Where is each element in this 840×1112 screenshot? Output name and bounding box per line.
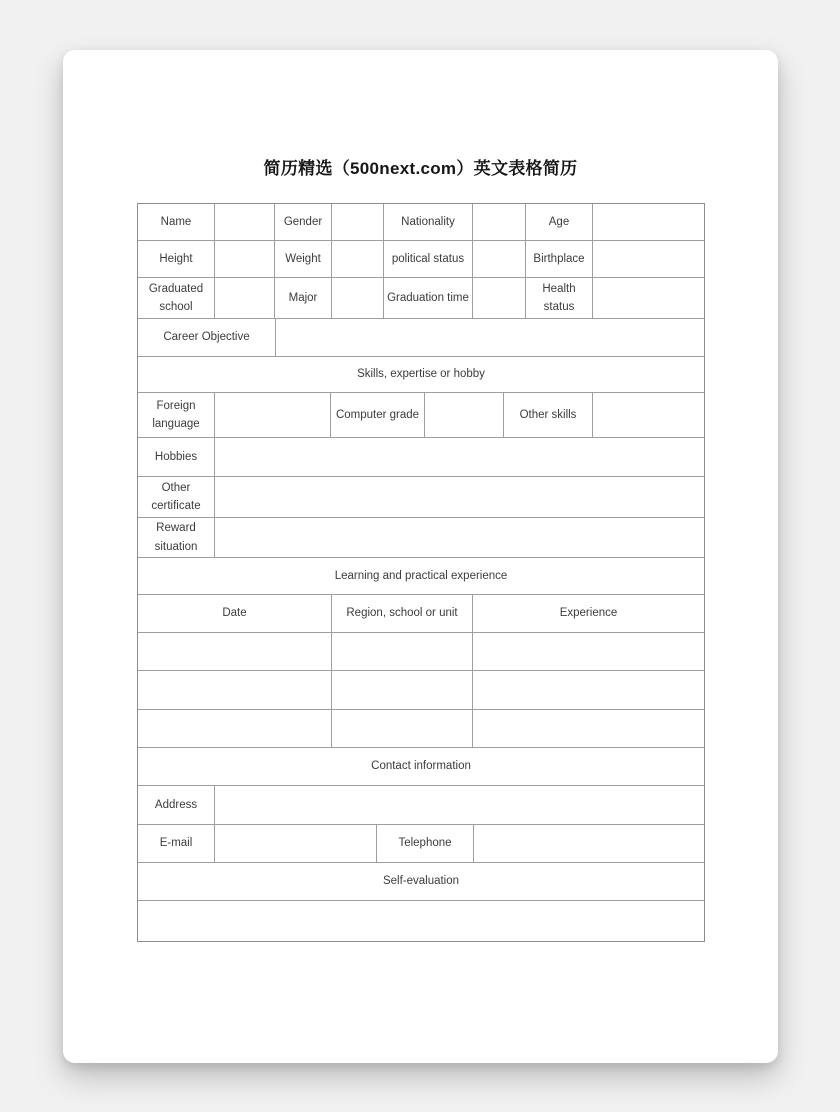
blank-cell	[215, 786, 704, 824]
cell-career-objective: Career Objective	[138, 319, 276, 356]
blank-cell	[332, 278, 384, 318]
table-row-hobbies	[138, 438, 704, 477]
cell-date: Date	[138, 595, 332, 632]
cell-name: Name	[138, 204, 215, 240]
table-row-experience-entry-3	[138, 710, 704, 748]
cell-computer-grade: Computer grade	[331, 393, 425, 437]
blank-cell	[215, 393, 331, 437]
blank-cell	[332, 204, 384, 240]
cell-region-school-or-unit: Region, school or unit	[332, 595, 473, 632]
table-row-basic-info-1	[138, 204, 704, 241]
blank-cell	[215, 518, 704, 557]
table-row-email-telephone	[138, 825, 704, 863]
cell-foreign-language: Foreign language	[138, 393, 215, 437]
cell-other-certificate: Other certificate	[138, 477, 215, 517]
cell-other-skills: Other skills	[504, 393, 593, 437]
cell-gender: Gender	[275, 204, 332, 240]
blank-cell	[593, 393, 704, 437]
blank-cell	[593, 241, 704, 277]
table-row-experience-section-header	[138, 558, 704, 595]
table-row-career-objective	[138, 319, 704, 357]
cell-height: Height	[138, 241, 215, 277]
table-row-basic-info-3	[138, 278, 704, 319]
blank-cell	[215, 204, 275, 240]
blank-cell	[473, 671, 704, 709]
cell-nationality: Nationality	[384, 204, 473, 240]
blank-cell	[474, 825, 704, 862]
document-page	[63, 50, 778, 1063]
table-row-other-certificate	[138, 477, 704, 518]
blank-cell	[593, 204, 704, 240]
blank-cell	[215, 825, 377, 862]
blank-cell	[215, 278, 275, 318]
table-row-self-evaluation-header	[138, 863, 704, 901]
blank-cell	[215, 477, 704, 517]
table-row-reward-situation	[138, 518, 704, 558]
cell-skills-expertise-or-hobby: Skills, expertise or hobby	[357, 368, 485, 381]
cell-hobbies: Hobbies	[138, 438, 215, 476]
blank-cell	[473, 241, 526, 277]
blank-cell	[138, 633, 332, 670]
cell-birthplace: Birthplace	[526, 241, 593, 277]
table-row-address	[138, 786, 704, 825]
table-row-basic-info-2	[138, 241, 704, 278]
blank-cell	[593, 278, 704, 318]
blank-cell	[276, 319, 704, 356]
blank-cell	[138, 901, 704, 941]
blank-cell	[332, 671, 473, 709]
cell-address: Address	[138, 786, 215, 824]
table-row-skills	[138, 393, 704, 438]
cell-self-evaluation: Self-evaluation	[382, 875, 460, 888]
blank-cell	[473, 710, 704, 747]
cell-graduated-school: Graduated school	[138, 278, 215, 318]
blank-cell	[138, 671, 332, 709]
table-row-skills-section-header	[138, 357, 704, 393]
blank-cell	[425, 393, 504, 437]
table-row-experience-columns	[138, 595, 704, 633]
cell-age: Age	[526, 204, 593, 240]
blank-cell	[332, 241, 384, 277]
cell-telephone: Telephone	[377, 825, 474, 862]
page-title: 简历精选（500next.com）英文表格简历	[263, 159, 578, 178]
cell-contact-information: Contact information	[371, 760, 471, 773]
cell-health-status: Health status	[526, 278, 593, 318]
cell-reward-situation: Reward situation	[138, 518, 215, 557]
blank-cell	[138, 710, 332, 747]
cell-learning-and-practical-experience: Learning and practical experience	[334, 569, 508, 582]
blank-cell	[215, 241, 275, 277]
cell-e-mail: E-mail	[138, 825, 215, 862]
table-row-contact-section-header	[138, 748, 704, 786]
blank-cell	[332, 710, 473, 747]
cell-graduation-time: Graduation time	[384, 278, 473, 318]
blank-cell	[332, 633, 473, 670]
cell-political-status: political status	[384, 241, 473, 277]
resume-table	[137, 203, 705, 942]
table-row-experience-entry-1	[138, 633, 704, 671]
cell-weight: Weight	[275, 241, 332, 277]
table-row-experience-entry-2	[138, 671, 704, 710]
cell-major: Major	[275, 278, 332, 318]
blank-cell	[473, 633, 704, 670]
table-row-self-evaluation-body	[138, 901, 704, 941]
blank-cell	[473, 278, 526, 318]
blank-cell	[473, 204, 526, 240]
cell-experience: Experience	[559, 607, 618, 620]
blank-cell	[215, 438, 704, 476]
